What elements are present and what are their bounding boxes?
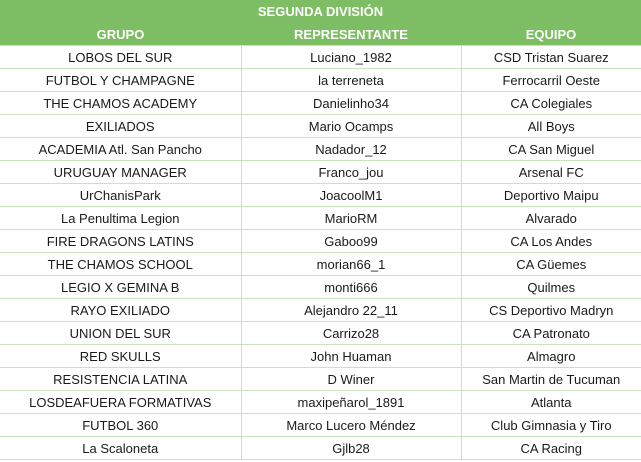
representante-cell: Luciano_1982 [241, 46, 461, 69]
representante-cell: Nadador_12 [241, 138, 461, 161]
table-row [0, 230, 641, 253]
representante-cell: D Winer [241, 368, 461, 391]
representante-cell: Danielinho34 [241, 92, 461, 115]
grupo-cell: UrChanisPark [0, 184, 241, 207]
equipo-cell: CA Racing [461, 437, 641, 460]
column-header-representante: REPRESENTANTE [241, 23, 461, 46]
grupo-cell: RESISTENCIA LATINA [0, 368, 241, 391]
table-row [0, 276, 641, 299]
table-row [0, 184, 641, 207]
equipo-cell: Ferrocarril Oeste [461, 69, 641, 92]
grupo-cell: RAYO EXILIADO [0, 299, 241, 322]
table-row [0, 253, 641, 276]
representante-cell: Franco_jou [241, 161, 461, 184]
equipo-cell: Deportivo Maipu [461, 184, 641, 207]
representante-cell: Gjlb28 [241, 437, 461, 460]
equipo-cell: All Boys [461, 115, 641, 138]
equipo-cell: CA Patronato [461, 322, 641, 345]
equipo-cell: Club Gimnasia y Tiro [461, 414, 641, 437]
grupo-cell: La Penultima Legion [0, 207, 241, 230]
column-header-equipo: EQUIPO [461, 23, 641, 46]
representante-cell: Carrizo28 [241, 322, 461, 345]
table-row [0, 345, 641, 368]
grupo-cell: URUGUAY MANAGER [0, 161, 241, 184]
equipo-cell: CS Deportivo Madryn [461, 299, 641, 322]
table-row [0, 299, 641, 322]
grupo-cell: FUTBOL 360 [0, 414, 241, 437]
table-row [0, 115, 641, 138]
column-header-grupo: GRUPO [0, 23, 241, 46]
equipo-cell: Arsenal FC [461, 161, 641, 184]
representante-cell: Alejandro 22_11 [241, 299, 461, 322]
table-row [0, 368, 641, 391]
representante-cell: Marco Lucero Méndez [241, 414, 461, 437]
equipo-cell: Almagro [461, 345, 641, 368]
table-row [0, 391, 641, 414]
representante-cell: MarioRM [241, 207, 461, 230]
grupo-cell: FUTBOL Y CHAMPAGNE [0, 69, 241, 92]
grupo-cell: LOBOS DEL SUR [0, 46, 241, 69]
table-body [0, 46, 641, 460]
equipo-cell: CA Güemes [461, 253, 641, 276]
equipo-cell: Alvarado [461, 207, 641, 230]
equipo-cell: CA Los Andes [461, 230, 641, 253]
table-row [0, 437, 641, 460]
table-row [0, 414, 641, 437]
table-row [0, 161, 641, 184]
grupo-cell: RED SKULLS [0, 345, 241, 368]
representante-cell: la terreneta [241, 69, 461, 92]
grupo-cell: ACADEMIA Atl. San Pancho [0, 138, 241, 161]
equipo-cell: Atlanta [461, 391, 641, 414]
equipo-cell: CA Colegiales [461, 92, 641, 115]
table-row [0, 138, 641, 161]
division-title: SEGUNDA DIVISIÓN [0, 0, 641, 23]
grupo-cell: UNION DEL SUR [0, 322, 241, 345]
representante-cell: Mario Ocamps [241, 115, 461, 138]
table-row [0, 207, 641, 230]
grupo-cell: FIRE DRAGONS LATINS [0, 230, 241, 253]
representante-cell: JoacoolM1 [241, 184, 461, 207]
table-row [0, 46, 641, 69]
representante-cell: morian66_1 [241, 253, 461, 276]
equipo-cell: CA San Miguel [461, 138, 641, 161]
grupo-cell: EXILIADOS [0, 115, 241, 138]
table-row [0, 322, 641, 345]
representante-cell: maxipeñarol_1891 [241, 391, 461, 414]
representante-cell: Gaboo99 [241, 230, 461, 253]
table-row [0, 69, 641, 92]
representante-cell: monti666 [241, 276, 461, 299]
grupo-cell: LEGIO X GEMINA B [0, 276, 241, 299]
teams-table [0, 23, 641, 460]
table-row [0, 92, 641, 115]
grupo-cell: THE CHAMOS ACADEMY [0, 92, 241, 115]
header-row [0, 23, 641, 46]
grupo-cell: LOSDEAFUERA FORMATIVAS [0, 391, 241, 414]
equipo-cell: Quilmes [461, 276, 641, 299]
equipo-cell: San Martin de Tucuman [461, 368, 641, 391]
grupo-cell: THE CHAMOS SCHOOL [0, 253, 241, 276]
representante-cell: John Huaman [241, 345, 461, 368]
grupo-cell: La Scaloneta [0, 437, 241, 460]
equipo-cell: CSD Tristan Suarez [461, 46, 641, 69]
